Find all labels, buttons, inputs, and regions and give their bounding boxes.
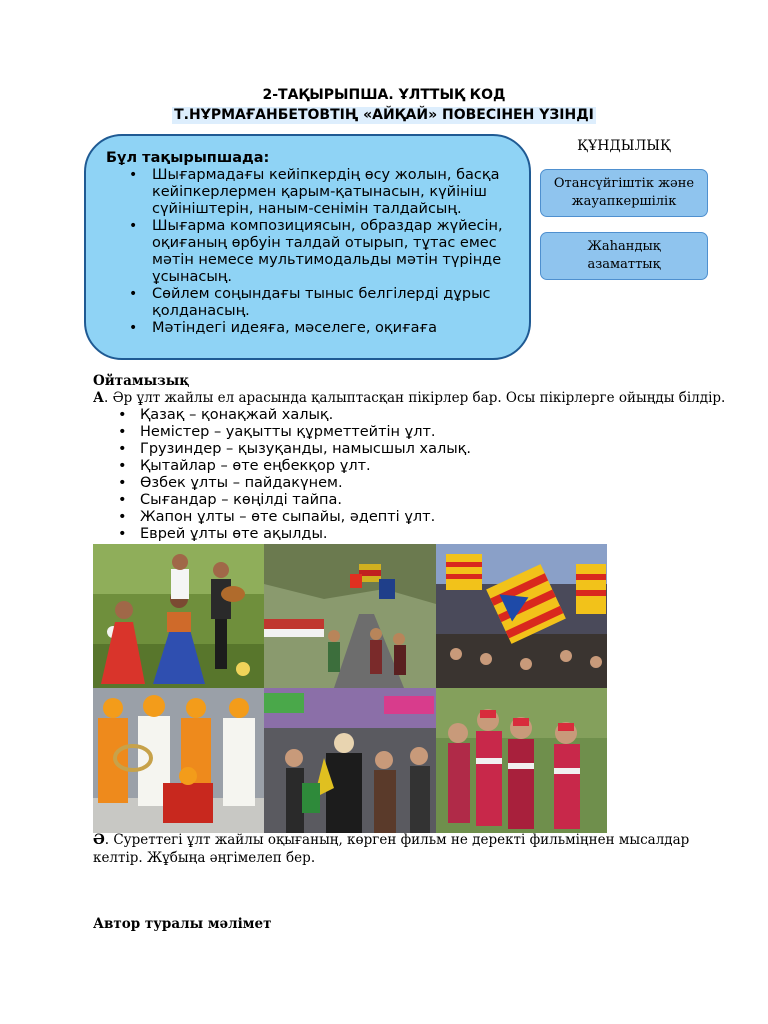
opinions-list <box>140 407 471 543</box>
topic-goals-list <box>152 167 509 337</box>
orange-turban-musicians-photo <box>93 688 264 833</box>
topic-goals-heading: Бұл тақырыпшада: <box>106 150 270 166</box>
opinion-item: • Еврей ұлты өте ақылды. <box>140 526 471 543</box>
task-b-instruction <box>93 831 693 867</box>
topic-goal-item: • Сөйлем соңындағы тыныс белгілерді дұрыс қолданасың. <box>152 286 509 320</box>
flag-parade-photo <box>264 544 436 688</box>
page-title: 2-ТАҚЫРЫПША. ҰЛТТЫҚ КОД <box>262 87 506 103</box>
gypsy-dancers-photo <box>93 544 264 688</box>
task-b-letter: Ә <box>93 832 105 848</box>
values-heading: ҚҰНДЫЛЫҚ <box>577 138 671 154</box>
photo-collage <box>93 544 607 833</box>
catalan-flags-crowd-photo <box>436 544 607 688</box>
girls-in-traditional-dress-photo <box>436 688 607 833</box>
task-a-instruction <box>93 390 725 407</box>
value-label: Отансүйгіштік және жауапкершілік <box>553 176 695 209</box>
topic-goal-item: • Мәтіндегі идеяға, мәселеге, оқиғаға <box>152 320 509 337</box>
opinion-item: • Қазақ – қонақжай халық. <box>140 407 471 424</box>
task-a-text: . Әр ұлт жайлы ел арасында қалыптасқан пікірлер бар. Осы пікірлерге ойыңды білдір. <box>104 390 726 406</box>
topic-goals-box <box>84 134 531 360</box>
opinion-item: • Сығандар – көңілді тайпа. <box>140 492 471 509</box>
value-label: Жаһандық азаматтық <box>587 239 661 272</box>
page-subtitle: Т.НҰРМАҒАНБЕТОВТІҢ «АЙҚАЙ» ПОВЕСІНЕН ҮЗІНДІ <box>174 107 594 123</box>
opinion-item: • Қытайлар – өте еңбекқор ұлт. <box>140 458 471 475</box>
carnival-crowd-photo <box>264 688 436 833</box>
topic-goal-item: • Шығармадағы кейіпкердің өсу жолын, басқа кейіпкерлермен қарым-қатынасын, күйініш сүйініштерін, наным-сенімін талдайсың. <box>152 167 509 218</box>
opinion-item: • Немістер – уақытты құрметтейтін ұлт. <box>140 424 471 441</box>
value-box-patriotism <box>540 169 708 217</box>
opinion-item: • Өзбек ұлты – пайдакүнем. <box>140 475 471 492</box>
task-a-letter: А <box>93 390 104 406</box>
opinion-item: • Грузиндер – қызуқанды, намысшыл халық. <box>140 441 471 458</box>
topic-goal-item: • Шығарма композициясын, образдар жүйесін, оқиғаның өрбуін талдай отырып, тұтас емес мәтін немесе мультимодальды мәтін түрінде ұсынасың. <box>152 218 509 286</box>
task-b-text: . Суреттегі ұлт жайлы оқығаның, көрген фильм не деректі фильміңнен мысалдар келтір. Жұбыңа әңгімелеп бер. <box>93 832 690 866</box>
opinion-item: • Жапон ұлты – өте сыпайы, әдепті ұлт. <box>140 509 471 526</box>
warmup-heading: Ойтамызық <box>93 373 190 389</box>
author-info-heading: Автор туралы мәлімет <box>93 916 272 932</box>
value-box-global-citizenship <box>540 232 708 280</box>
